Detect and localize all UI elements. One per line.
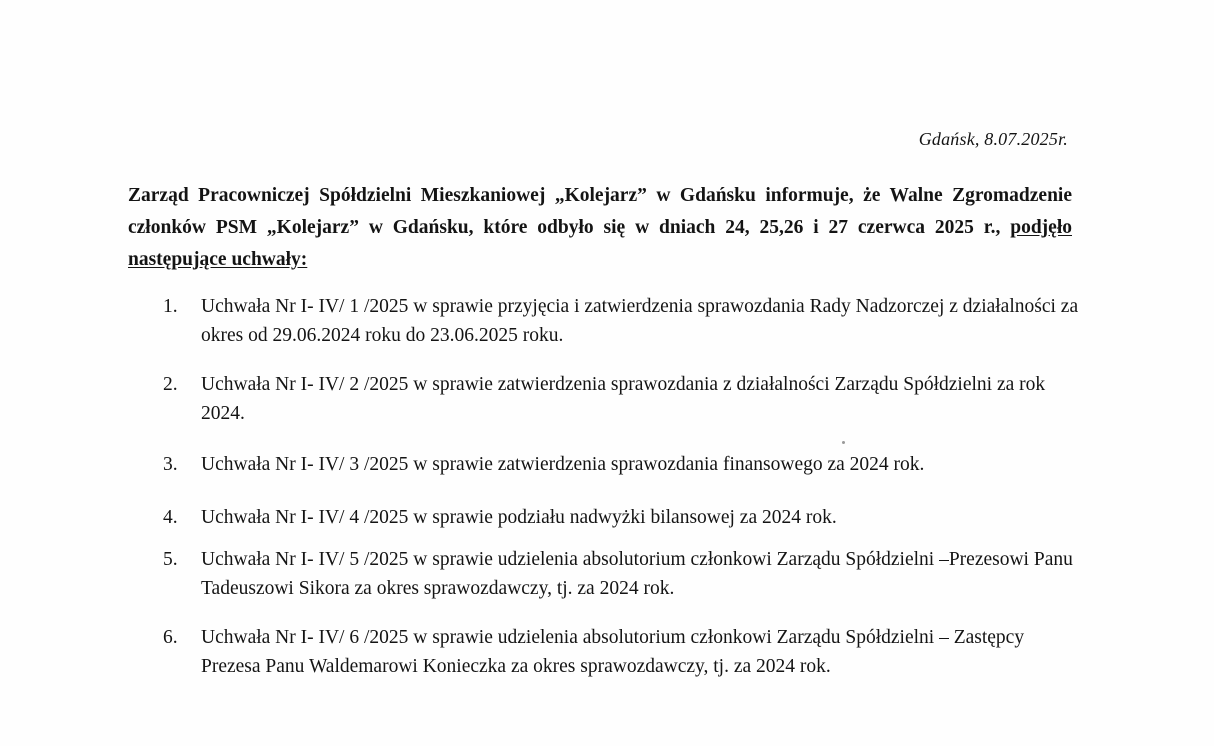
intro-underlined-text: podjęło następujące uchwały: [128, 217, 1072, 270]
resolution-text: Uchwała Nr I- IV/ 2 /2025 w sprawie zatwierdzenia sprawozdania z działalności Zarządu Spółdzielni za rok 2024. [201, 374, 1046, 424]
resolution-item [163, 503, 1083, 532]
intro-text: Zarząd Pracowniczej Spółdzielni Mieszkaniowej „Kolejarz” w Gdańsku informuje, że Walne Zgromadzenie członków PSM „Kolejarz” w Gdańsku, które odbyło się w dniach 24, 25,26 i 27 czerwca 2025 r., [128, 185, 1072, 238]
resolution-number: 1. [163, 296, 178, 317]
document-date: Gdańsk, 8.07.2025r. [918, 129, 1068, 149]
resolution-text: Uchwała Nr I- IV/ 3 /2025 w sprawie zatwierdzenia sprawozdania finansowego za 2024 rok. [201, 454, 925, 475]
resolution-item [163, 450, 1083, 479]
resolution-text: Uchwała Nr I- IV/ 6 /2025 w sprawie udzielenia absolutorium członkowi Zarządu Spółdzielni – Zastępcy Prezesa Panu Waldemarowi Konieczka za okres sprawozdawczy, tj. za 2024 rok. [201, 627, 1025, 677]
resolution-number: 2. [163, 374, 178, 395]
resolution-number: 5. [163, 549, 178, 570]
resolution-item [163, 292, 1083, 350]
resolution-item [163, 545, 1083, 603]
resolution-text: Uchwała Nr I- IV/ 1 /2025 w sprawie przyjęcia i zatwierdzenia sprawozdania Rady Nadzorczej z działalności za okres od 29.06.2024 roku do 23.06.2025 roku. [201, 296, 1079, 346]
resolution-number: 3. [163, 454, 178, 475]
resolution-number: 4. [163, 507, 178, 528]
resolution-item [163, 623, 1083, 681]
resolution-text: Uchwała Nr I- IV/ 5 /2025 w sprawie udzielenia absolutorium członkowi Zarządu Spółdzielni –Prezesowi Panu Tadeuszowi Sikora za okres sprawozdawczy, tj. za 2024 rok. [201, 549, 1073, 599]
scan-speck [842, 441, 845, 444]
resolution-text: Uchwała Nr I- IV/ 4 /2025 w sprawie podziału nadwyżki bilansowej za 2024 rok. [201, 507, 837, 528]
resolution-item [163, 370, 1083, 428]
resolution-number: 6. [163, 627, 178, 648]
